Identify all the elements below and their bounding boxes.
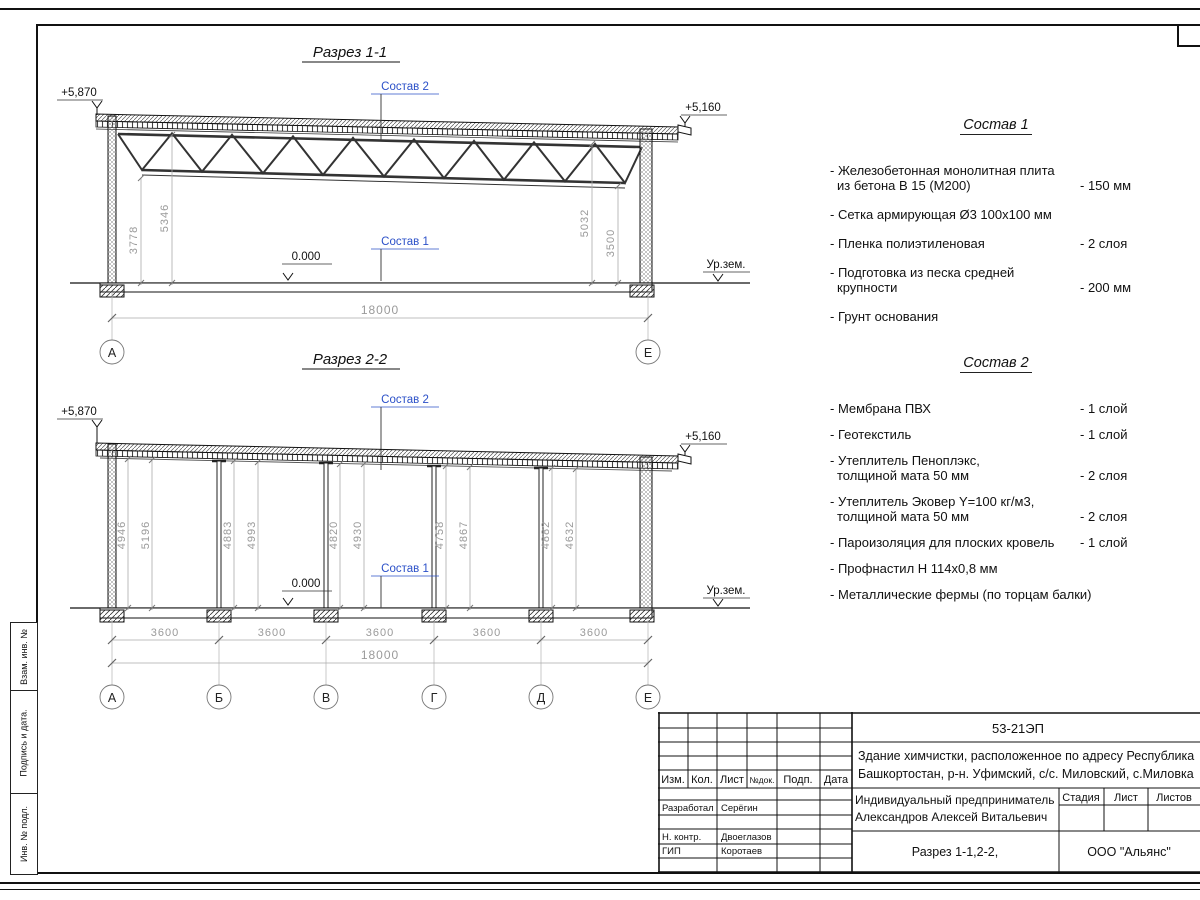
floor-and-footings [70,608,750,622]
dim-5196: 5196 [140,520,152,550]
role-ncontrol: Н. контр. [662,832,702,843]
list-item: - Металлические фермы (по торцам балки) [830,587,1092,602]
list-item: - Подготовка из песка средней крупности - 200 мм [830,265,1132,295]
project-line1: Здание химчистки, расположенное по адресу Республика [858,749,1195,763]
zero-level-mark [282,251,332,280]
list-item: - Утеплитель Пеноплэкс, толщиной мата 50 мм - 2 слоя [830,453,1128,483]
sheets-header: Листов [1156,792,1192,804]
section-2-2-title: Разрез 2-2 [312,351,388,368]
elevation-left-text: +5,870 [61,406,97,418]
dim-3500: 3500 [605,228,617,258]
elevation-left [57,406,103,443]
project-line2: Башкортостан, р-н. Уфимский, с/с. Миловский, с.Миловка [858,767,1194,781]
page-bottom-edge-2 [0,889,1200,890]
list-item: - Утеплитель Эковер Y=100 кг/м3, толщиной мата 50 мм - 2 слоя [830,494,1128,524]
roof-assembly [96,443,691,471]
dim-4946: 4946 [116,520,128,550]
sostav1-label: Состав 1 [381,236,429,248]
list-item: - Профнастил Н 114х0,8 мм [830,561,998,576]
bay-dimensions [108,620,652,685]
dim-4820: 4820 [328,520,340,550]
elevation-right [680,431,727,455]
list-item: - Грунт основания [830,309,939,324]
ground-level-mark [703,585,750,606]
sostav2-title: Состав 2 [830,356,1162,371]
truss [118,133,642,188]
drawing-name: Разрез 1-1,2-2, [911,845,999,859]
dim-4632: 4632 [564,520,576,550]
sostav1-list [830,118,1162,338]
vertical-dimension-labels [116,521,576,549]
vertical-dimensions [138,132,621,286]
list-item: - Железобетонная монолитная плита из бетона В 15 (М200) - 150 мм [830,163,1132,193]
sostav2-label: Состав 2 [381,394,429,406]
client-line2: Александров Алексей Витальевич [855,810,1048,824]
name-gip: Коротаев [721,846,763,857]
zero-level-text: 0.000 [291,578,321,590]
axis-a: А [107,346,117,360]
axis-a: А [107,691,117,705]
col-list: Лист [720,774,744,786]
section-2-2-drawing [30,340,800,722]
page-top-edge [0,8,1200,10]
title-block [658,712,1200,873]
dim-18000: 18000 [360,303,400,317]
col-data: Дата [823,774,849,786]
col-izm: Изм. [661,774,685,786]
axis-g: Г [430,691,438,705]
sostav1-callout [371,563,439,608]
ground-text: Ур.зем. [706,259,746,271]
elevation-left-text: +5,870 [61,87,97,99]
dim-5346: 5346 [159,203,171,233]
dim-5032: 5032 [579,208,591,238]
sheet-header: Лист [1114,792,1138,804]
name-ncontrol: Двоеглазов [721,832,772,843]
axis-e: Е [643,691,653,705]
side-label-vzam: Взам. инв. № [19,629,30,685]
corner-stamp-box [1177,26,1200,47]
side-label-podpis: Подпись и дата. [19,708,30,777]
axis-e: Е [643,346,653,360]
list-item: - Геотекстиль - 1 слой [830,427,1128,442]
col-podp: Подп. [783,774,813,786]
section-1-1-title: Разрез 1-1 [312,44,388,61]
bay-dim-4: 3600 [472,627,502,639]
dim-18000: 18000 [360,648,400,662]
list-item: - Сетка армирующая Ø3 100х100 мм [830,207,1052,222]
list-item: - Пленка полиэтиленовая - 2 слоя [830,236,1128,251]
sostav1-label: Состав 1 [381,563,429,575]
elevation-right-text: +5,160 [685,431,721,443]
axis-b: Б [214,691,224,705]
sostav2-list [830,356,1162,613]
bay-dim-1: 3600 [150,627,180,639]
dim-4882: 4882 [540,520,552,550]
list-item: - Мембрана ПВХ - 1 слой [830,401,1128,416]
sostav1-callout [371,236,439,281]
elevation-right-text: +5,160 [685,102,721,114]
columns [212,461,548,608]
section-1-1-drawing [30,28,800,373]
dim-4993: 4993 [246,520,258,550]
role-developer: Разработал [662,803,714,814]
name-developer: Серёгин [721,803,758,814]
client-line1: Индивидуальный предприниматель [855,793,1055,807]
bay-dim-3: 3600 [365,627,395,639]
axis-v: В [321,691,331,705]
doc-code: 53-21ЭП [992,721,1044,736]
bay-dim-5: 3600 [579,627,609,639]
dim-4930: 4930 [352,520,364,550]
dim-4758: 4758 [434,520,446,550]
sostav1-title: Состав 1 [830,118,1162,133]
elevation-right [680,102,727,127]
sostav2-label: Состав 2 [381,81,429,93]
bay-dim-2: 3600 [257,627,287,639]
dim-3778: 3778 [128,225,140,255]
side-label-inv: Инв. № подл. [19,805,29,863]
section-title-group [302,44,400,62]
col-ndoc: №док. [749,775,775,785]
elevation-left [57,87,103,115]
dim-4883: 4883 [222,520,234,550]
axis-bubbles [100,685,660,709]
ground-text: Ур.зем. [706,585,746,597]
page-bottom-edge-1 [0,882,1200,884]
company-name: ООО "Альянс" [1087,845,1171,859]
dim-4867: 4867 [458,520,470,550]
axis-d: Д [536,691,546,705]
stage-header: Стадия [1062,792,1100,804]
role-gip: ГИП [662,846,681,857]
list-item: - Пароизоляция для плоских кровель - 1 слой [830,535,1128,550]
ground-level-mark [703,259,750,281]
frame-top [36,24,1200,26]
total-dimension [108,292,652,340]
zero-level-text: 0.000 [291,251,321,263]
section-title-group [302,351,400,369]
roof-assembly [96,114,691,142]
col-kol: Кол. [691,774,713,786]
side-cell-inv [10,793,38,875]
